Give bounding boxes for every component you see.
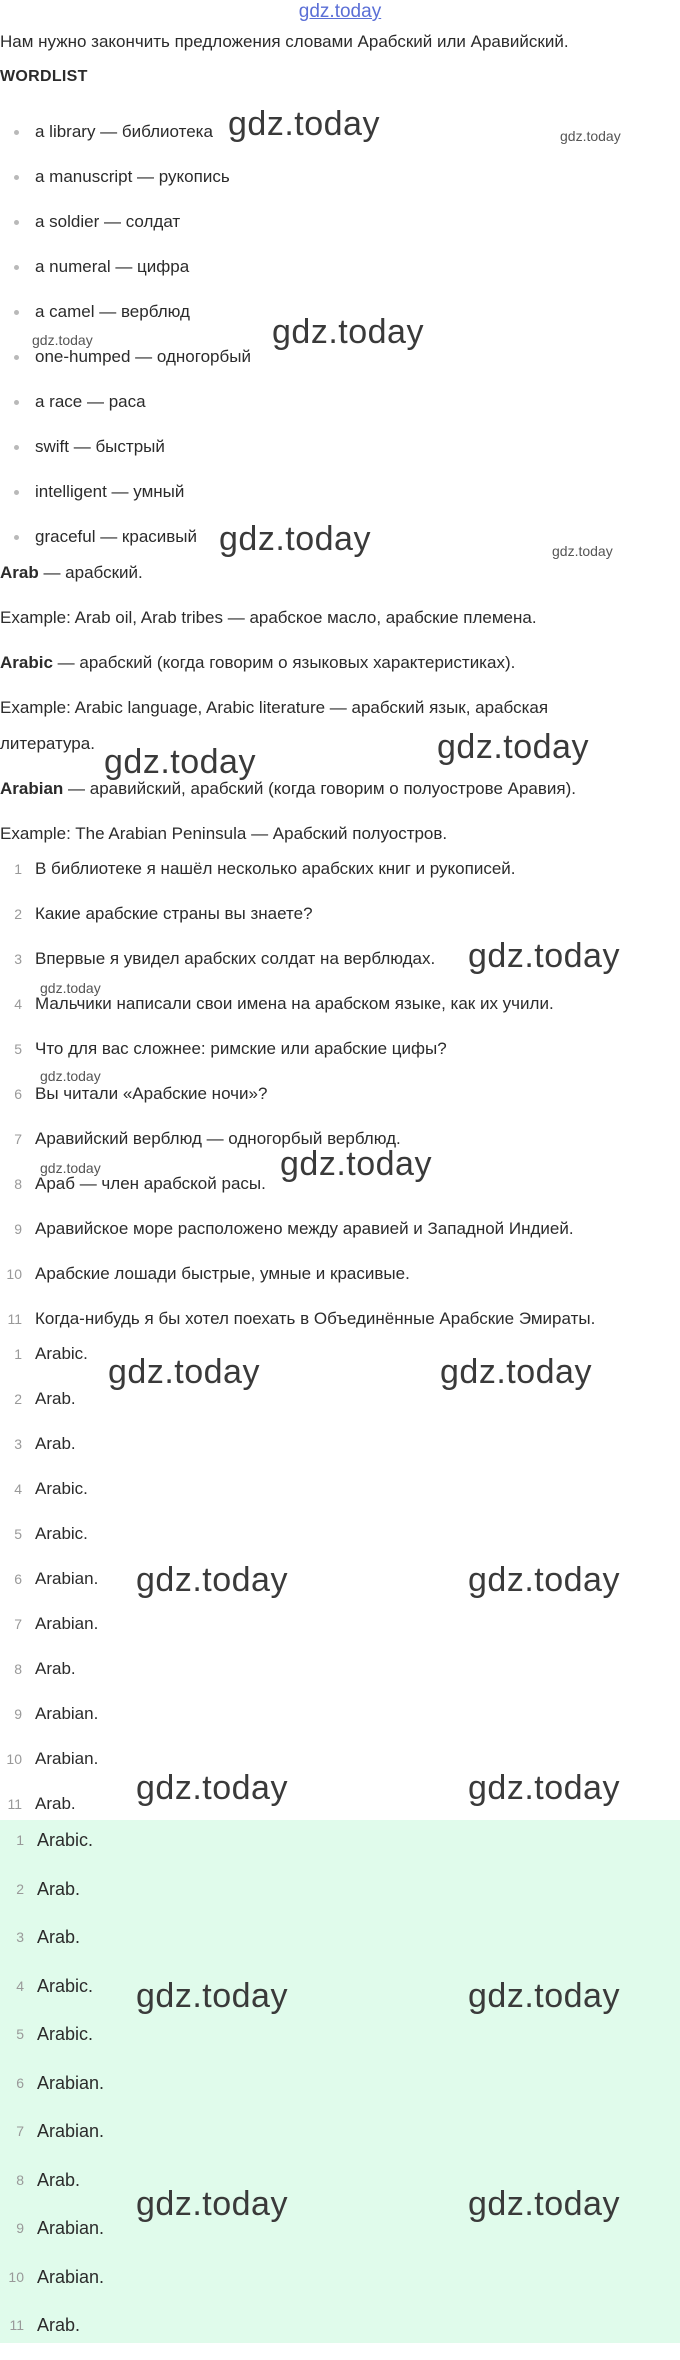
item-number: 6 [14, 1086, 22, 1102]
watermark: gdz.today [104, 743, 256, 781]
exercise-text: В библиотеке я нашёл несколько арабских книг и рукописей. [35, 859, 516, 878]
item-number: 4 [14, 1481, 22, 1497]
exercise-list [0, 855, 595, 1350]
answer-item [0, 1520, 98, 1565]
item-number: 11 [7, 1311, 22, 1327]
item-number: 1 [14, 1346, 22, 1362]
wordlist-item: a camel — верблюд [0, 298, 251, 343]
item-number: 6 [16, 2074, 24, 2091]
answer-text: Arabian. [35, 1704, 99, 1723]
wordlist-item: one-humped — одногорбый [0, 343, 251, 388]
answer-item [0, 2166, 104, 2215]
watermark-small: gdz.today [40, 1068, 101, 1084]
answer-item [0, 1385, 98, 1430]
exercise-item [0, 855, 595, 900]
answer-item [0, 2263, 104, 2312]
item-number: 5 [14, 1041, 22, 1057]
answer-list [0, 1340, 98, 1835]
exercise-item [0, 990, 595, 1035]
item-number: 10 [6, 1266, 22, 1282]
watermark: gdz.today [468, 937, 620, 975]
definition-arabic [0, 646, 660, 680]
item-number: 2 [14, 906, 22, 922]
item-number: 1 [16, 1832, 24, 1848]
watermark: gdz.today [280, 1145, 432, 1183]
answer-item [0, 1700, 98, 1745]
answer-item [0, 1655, 98, 1700]
watermark-small: gdz.today [40, 1160, 101, 1176]
exercise-text: Какие арабские страны вы знаете? [35, 904, 313, 923]
exercise-text: Мальчики написали свои имена на арабском языке, как их учили. [35, 994, 554, 1013]
answer-text: Arab. [35, 1794, 76, 1813]
answer-text: Arabic. [37, 1830, 94, 1850]
watermark-small: gdz.today [40, 980, 101, 996]
wordlist-heading: WORDLIST [0, 68, 88, 85]
answer-item [0, 1826, 104, 1875]
exercise-text: Аравийский верблюд — одногорбый верблюд. [35, 1129, 401, 1148]
answer-text: Arabian. [35, 1614, 99, 1633]
item-number: 8 [14, 1176, 22, 1192]
item-number: 9 [14, 1221, 22, 1237]
definition-arabian [0, 772, 660, 806]
answer-item [0, 1745, 98, 1790]
answer-text: Arab. [37, 1878, 81, 1899]
exercise-text: Арабские лошади быстрые, умные и красивые. [35, 1264, 410, 1283]
item-number: 10 [8, 2268, 24, 2285]
wordlist-item: a manuscript — рукопись [0, 163, 251, 208]
item-number: 3 [16, 1929, 24, 1945]
answer-item [0, 2117, 104, 2166]
item-number: 7 [14, 1131, 22, 1147]
wordlist-item: graceful — красивый [0, 523, 251, 568]
watermark-small: gdz.today [32, 332, 93, 348]
answer-text: Arabian. [37, 2266, 105, 2287]
item-number: 3 [14, 1436, 22, 1452]
answer-text: Arabian. [35, 1749, 99, 1768]
item-number: 7 [16, 2123, 24, 2139]
exercise-text: Аравийское море расположено между аравией и Западной Индией. [35, 1219, 574, 1238]
watermark: gdz.today [468, 1977, 620, 2015]
definition-text: — аравийский, арабский (когда говорим о полуострове Аравия). [63, 779, 576, 798]
watermark: gdz.today [219, 520, 371, 558]
item-number: 1 [14, 861, 22, 877]
watermark: gdz.today [468, 1561, 620, 1599]
answer-text: Arab. [35, 1434, 76, 1453]
answer-text: Arabian. [35, 1569, 99, 1588]
watermark-small: gdz.today [560, 128, 621, 144]
answer-text: Arabian. [37, 2072, 105, 2093]
item-number: 2 [14, 1391, 22, 1407]
watermark: gdz.today [136, 1977, 288, 2015]
answer-text: Arab. [35, 1659, 76, 1678]
item-number: 11 [9, 2317, 24, 2333]
answer-text: Arab. [35, 1389, 76, 1408]
watermark: gdz.today [228, 105, 380, 143]
term-arabic: Arabic [0, 653, 53, 672]
answer-text: Arabic. [35, 1479, 88, 1498]
exercise-text: Араб — член арабской расы. [35, 1174, 266, 1193]
wordlist-item: a numeral — цифра [0, 253, 251, 298]
answer-item [0, 2214, 104, 2263]
answer-text: Arabian. [37, 2218, 105, 2238]
item-number: 2 [16, 1880, 24, 1897]
answer-item [0, 1565, 98, 1610]
term-arabian: Arabian [0, 779, 64, 798]
site-logo[interactable]: gdz.today [298, 1, 382, 22]
item-number: 6 [14, 1571, 22, 1587]
watermark: gdz.today [272, 313, 424, 351]
answer-text: Arabic. [35, 1524, 88, 1543]
definition-arab [0, 556, 660, 590]
answer-item [0, 2311, 104, 2360]
answer-text: Arab. [37, 1927, 81, 1947]
answer-item [0, 2020, 104, 2069]
item-number: 10 [6, 1751, 22, 1767]
answer-text: Arab. [37, 2169, 81, 2190]
intro-text: Нам нужно закончить предложения словами Арабский или Аравийский. [0, 32, 569, 51]
item-number: 5 [16, 2026, 24, 2042]
wordlist-item: swift — быстрый [0, 433, 251, 478]
item-number: 8 [16, 2171, 24, 2188]
item-number: 4 [14, 996, 22, 1012]
watermark: gdz.today [136, 2185, 288, 2223]
answer-item [0, 2069, 104, 2118]
item-number: 9 [14, 1706, 22, 1722]
answer-item [0, 1340, 98, 1385]
item-number: 8 [14, 1661, 22, 1677]
answer-item [0, 1923, 104, 1972]
answer-item [0, 1972, 104, 2021]
wordlist-item: a library — библиотека [0, 118, 251, 163]
definition-text: — арабский. [38, 563, 143, 582]
watermark: gdz.today [437, 728, 589, 766]
answer-item [0, 1430, 98, 1475]
answer-text: Arabic. [37, 2024, 94, 2044]
watermark: gdz.today [108, 1353, 260, 1391]
watermark: gdz.today [468, 1769, 620, 1807]
exercise-text: Вы читали «Арабские ночи»? [35, 1084, 268, 1103]
example-arabic-line1: Example: Arabic language, Arabic literature — арабский язык, арабская [0, 698, 549, 717]
example-arab: Example: Arab oil, Arab tribes — арабское масло, арабские племена. [0, 608, 537, 627]
item-number: 4 [16, 1977, 24, 1994]
watermark: gdz.today [136, 1561, 288, 1599]
highlighted-answer-list [0, 1826, 104, 2360]
answer-text: Arab. [37, 2315, 81, 2335]
answer-text: Arabic. [37, 1975, 94, 1996]
answer-item [0, 1610, 98, 1655]
term-arab: Arab [0, 563, 39, 582]
definition-text: — арабский (когда говорим о языковых характеристиках). [52, 653, 516, 672]
exercise-text: Когда-нибудь я бы хотел поехать в Объединённые Арабские Эмираты. [35, 1309, 596, 1328]
watermark: gdz.today [136, 1769, 288, 1807]
watermark: gdz.today [440, 1353, 592, 1391]
exercise-item [0, 1215, 595, 1260]
exercise-item [0, 1260, 595, 1305]
answer-text: Arabic. [35, 1344, 88, 1363]
item-number: 5 [14, 1526, 22, 1542]
wordlist-item: a soldier — солдат [0, 208, 251, 253]
exercise-item [0, 1080, 595, 1125]
answer-item [0, 1475, 98, 1520]
answer-item [0, 1875, 104, 1924]
watermark: gdz.today [468, 2185, 620, 2223]
item-number: 3 [14, 951, 22, 967]
wordlist-item: intelligent — умный [0, 478, 251, 523]
item-number: 7 [14, 1616, 22, 1632]
example-arabic-line2: литература. [0, 734, 95, 753]
wordlist-item: a race — раса [0, 388, 251, 433]
example-arabian: Example: The Arabian Peninsula — Арабский полуостров. [0, 824, 448, 843]
item-number: 11 [7, 1796, 22, 1812]
item-number: 9 [16, 2220, 24, 2236]
exercise-text: Что для вас сложнее: римские или арабские цифы? [35, 1039, 447, 1058]
answer-text: Arabian. [37, 2121, 105, 2141]
exercise-text: Впервые я увидел арабских солдат на верблюдах. [35, 949, 436, 968]
watermark-small: gdz.today [552, 543, 613, 559]
